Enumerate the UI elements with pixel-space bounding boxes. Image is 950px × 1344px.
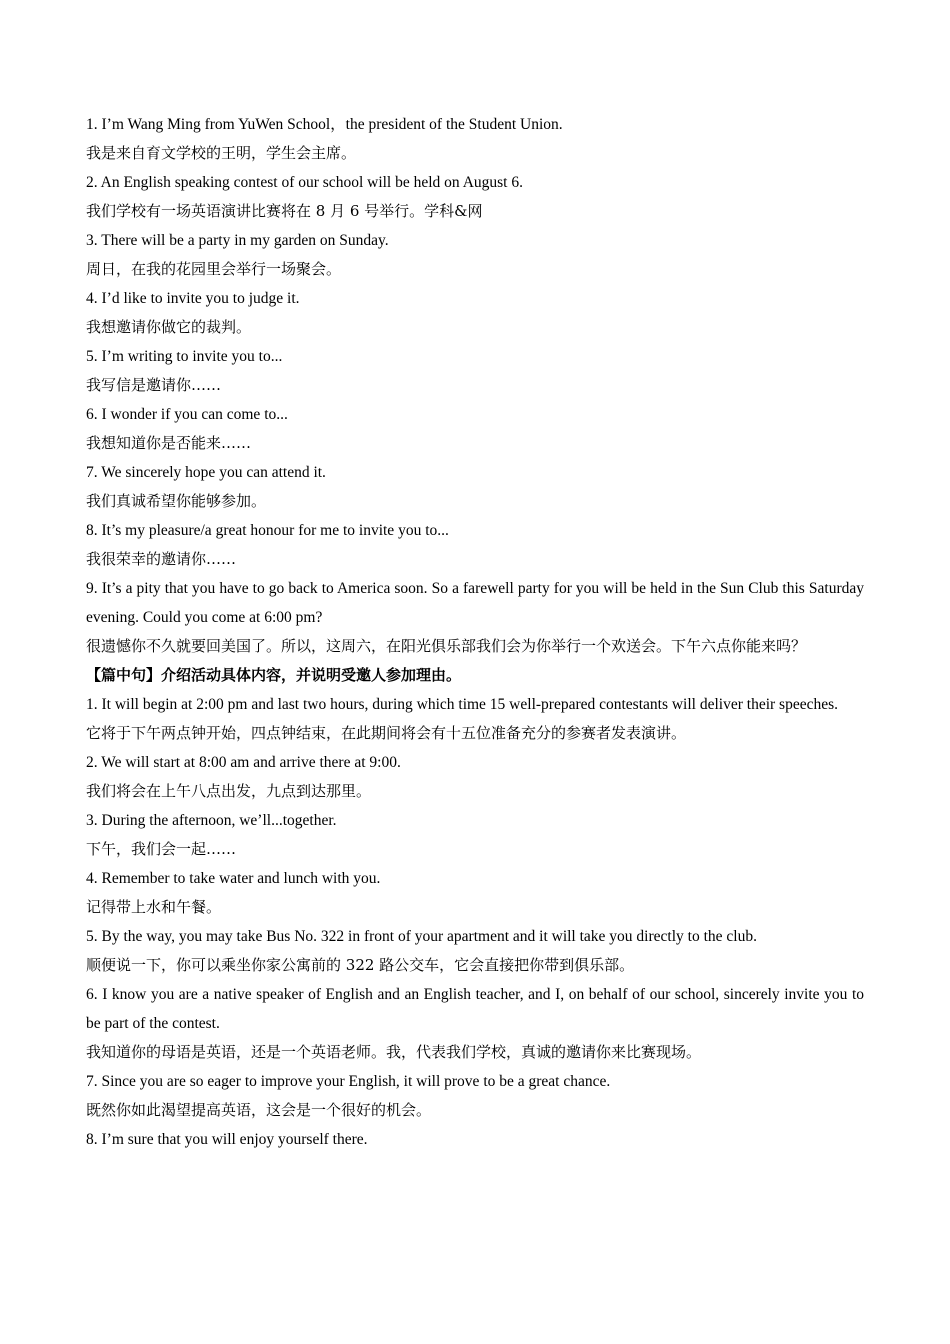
sentence-en: 7. We sincerely hope you can attend it. (86, 464, 326, 481)
sentence-zh: 我想知道你是否能来…… (86, 434, 252, 452)
sentence-en: 8. I’m sure that you will enjoy yourself there. (86, 1131, 368, 1148)
sentence-en: 2. We will start at 8:00 am and arrive there at 9:00. (86, 754, 401, 771)
sentence-zh: 我们真诚希望你能够参加。 (86, 492, 267, 510)
sentence-zh: 记得带上水和午餐。 (86, 898, 222, 916)
sentence-en: 3. There will be a party in my garden on Sunday. (86, 232, 389, 249)
sentence-en: 1. I’m Wang Ming from YuWen School，the president of the Student Union. (86, 116, 563, 133)
sentence-zh: 很遗憾你不久就要回美国了。所以，这周六，在阳光俱乐部我们会为你举行一个欢送会。下午六点你能来吗？ (86, 637, 807, 655)
sentence-en: 3. During the afternoon, we’ll...together. (86, 812, 337, 829)
sentence-zh: 我知道你的母语是英语，还是一个英语老师。我，代表我们学校，真诚的邀请你来比赛现场。 (86, 1043, 702, 1061)
sentence-zh: 我想邀请你做它的裁判。 (86, 318, 252, 336)
sentence-zh: 它将于下午两点钟开始，四点钟结束，在此期间将会有十五位准备充分的参赛者发表演讲。 (86, 724, 687, 742)
sentence-zh: 我写信是邀请你…… (86, 376, 222, 394)
document-page (86, 110, 864, 1154)
sentence-zh: 我们学校有一场英语演讲比赛将在 8 月 6 号举行。学科&网 (86, 202, 483, 220)
sentence-en: 1. It will begin at 2:00 pm and last two hours, during which time 15 well-prepared contestants will deliver their speeches. (86, 696, 838, 713)
sentence-en: 2. An English speaking contest of our school will be held on August 6. (86, 174, 523, 191)
sentence-zh: 下午，我们会一起…… (86, 840, 237, 858)
sentence-zh: 我很荣幸的邀请你…… (86, 550, 237, 568)
section-heading: 【篇中句】介绍活动具体内容，并说明受邀人参加理由。 (86, 666, 462, 684)
sentence-en: 5. By the way, you may take Bus No. 322 in front of your apartment and it will take you directly to the club. (86, 928, 757, 945)
sentence-en: 5. I’m writing to invite you to... (86, 348, 283, 365)
sentence-zh: 周日，在我的花园里会举行一场聚会。 (86, 260, 342, 278)
sentence-en: 6. I know you are a native speaker of English and an English teacher, and I, on behalf of our school, sincerely invite you to be part of the contest. (86, 986, 864, 1032)
sentence-zh: 我们将会在上午八点出发，九点到达那里。 (86, 782, 372, 800)
sentence-zh: 既然你如此渴望提高英语，这会是一个很好的机会。 (86, 1101, 432, 1119)
sentence-en: 4. Remember to take water and lunch with you. (86, 870, 381, 887)
sentence-en: 7. Since you are so eager to improve your English, it will prove to be a great chance. (86, 1073, 611, 1090)
sentence-zh: 顺便说一下，你可以乘坐你家公寓前的 322 路公交车，它会直接把你带到俱乐部。 (86, 956, 635, 974)
sentence-en: 9. It’s a pity that you have to go back to America soon. So a farewell party for you will be held in the Sun Club this Saturday evening. Could you come at 6:00 pm? (86, 580, 864, 626)
sentence-en: 8. It’s my pleasure/a great honour for me to invite you to... (86, 522, 449, 539)
sentence-en: 6. I wonder if you can come to... (86, 406, 288, 423)
sentence-zh: 我是来自育文学校的王明，学生会主席。 (86, 144, 357, 162)
sentence-en: 4. I’d like to invite you to judge it. (86, 290, 300, 307)
